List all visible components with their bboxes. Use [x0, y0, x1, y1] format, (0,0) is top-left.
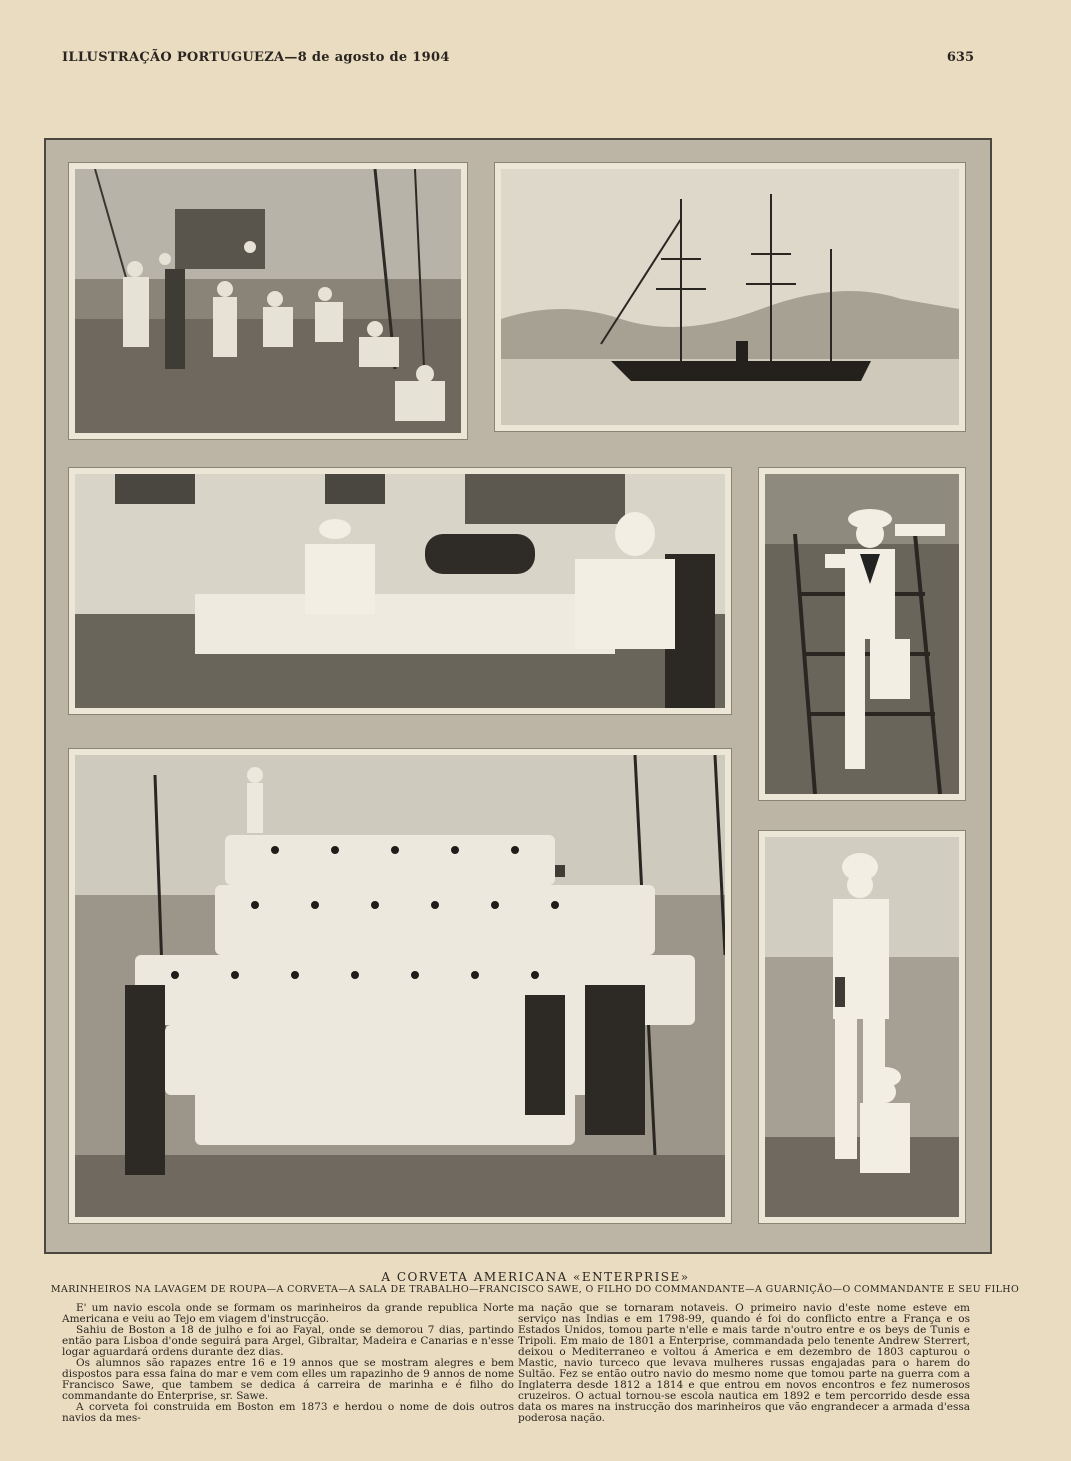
magazine-title: ILLUSTRAÇÃO PORTUGUEZA—8 de agosto de 1904 [62, 50, 450, 65]
article-paragraph: Sahiu de Boston a 18 de julho e foi ao Fayal, onde se demorou 7 dias, partindo então para Lisboa d'onde seguirá para Argel, Gibraltar, Madeira e Canarias e n'esse logar aguardará ordens durante dez dias. [62, 1324, 514, 1358]
article-paragraph: A corveta foi construida em Boston em 1873 e herdou o nome de dois outros navios da mes- [62, 1401, 514, 1424]
caption-subtitle: MARINHEIROS NA LAVAGEM DE ROUPA—A CORVETA—A SALA DE TRABALHO—FRANCISCO SAWE, O FILHO DO COMMANDANTE—A GUARNIÇÃO—O COMMANDANTE E SEU FILHO [50, 1284, 1020, 1295]
article-paragraph: ma nação que se tornaram notaveis. O primeiro navio d'este nome esteve em serviço nas Indias e em 1798-99, quando é foi do conflicto entre a França e os Estados Unidos, tomou parte n'elle e mais tarde n'outro entre e os beys de Tunis e Tripoli. Em maio de 1801 a Enterprise, commandada pelo tenente Andrew Sterrert, deixou o Mediterraneo e voltou á America e em dezembro de 1803 capturou o Mastic, navio turceco que levava mulheres russas engajadas para o harem do Sultão. Fez se então outro navio do mesmo nome que tomou parte na guerra com a Inglaterra desde 1812 a 1814 e que entrou em novos encontros e fez numerosos cruzeiros. O actual tornou-se escola nautica em 1892 e tem percorrido desde essa data os mares na instrucção dos marinheiros que vão engrandecer a armada d'essa poderosa nação. [518, 1302, 970, 1424]
caption-title: A CORVETA AMERICANA «ENTERPRISE» [381, 1270, 690, 1284]
photo-sailors-washing [68, 162, 468, 440]
photo-crew [68, 748, 732, 1224]
photo-work-room [68, 467, 732, 715]
page-number: 635 [946, 50, 974, 65]
photo-francisco-sawe [758, 467, 966, 801]
page-header [62, 50, 974, 70]
sailors-washing-image [75, 169, 461, 433]
corvette-image [501, 169, 959, 425]
photo-plate [44, 138, 992, 1254]
commander-and-son-image [765, 837, 959, 1217]
photo-corvette [494, 162, 966, 432]
work-room-image [75, 474, 725, 708]
article-paragraph: Os alumnos são rapazes entre 16 e 19 annos que se mostram alegres e bem dispostos para essa faina do mar e vem com elles um rapazinho de 9 annos de nome Francisco Sawe, que tambem se dedica á carreira de marinha e é filho do commandante do Enterprise, sr. Sawe. [62, 1357, 514, 1402]
photo-commander-and-son [758, 830, 966, 1224]
article-column-right [518, 1303, 970, 1424]
francisco-sawe-image [765, 474, 959, 794]
article-paragraph: E' um navio escola onde se formam os marinheiros da grande republica Norte Americana e veiu ao Tejo em viagem d'instrucção. [62, 1302, 514, 1325]
article-column-left [62, 1303, 514, 1424]
crew-image [75, 755, 725, 1217]
